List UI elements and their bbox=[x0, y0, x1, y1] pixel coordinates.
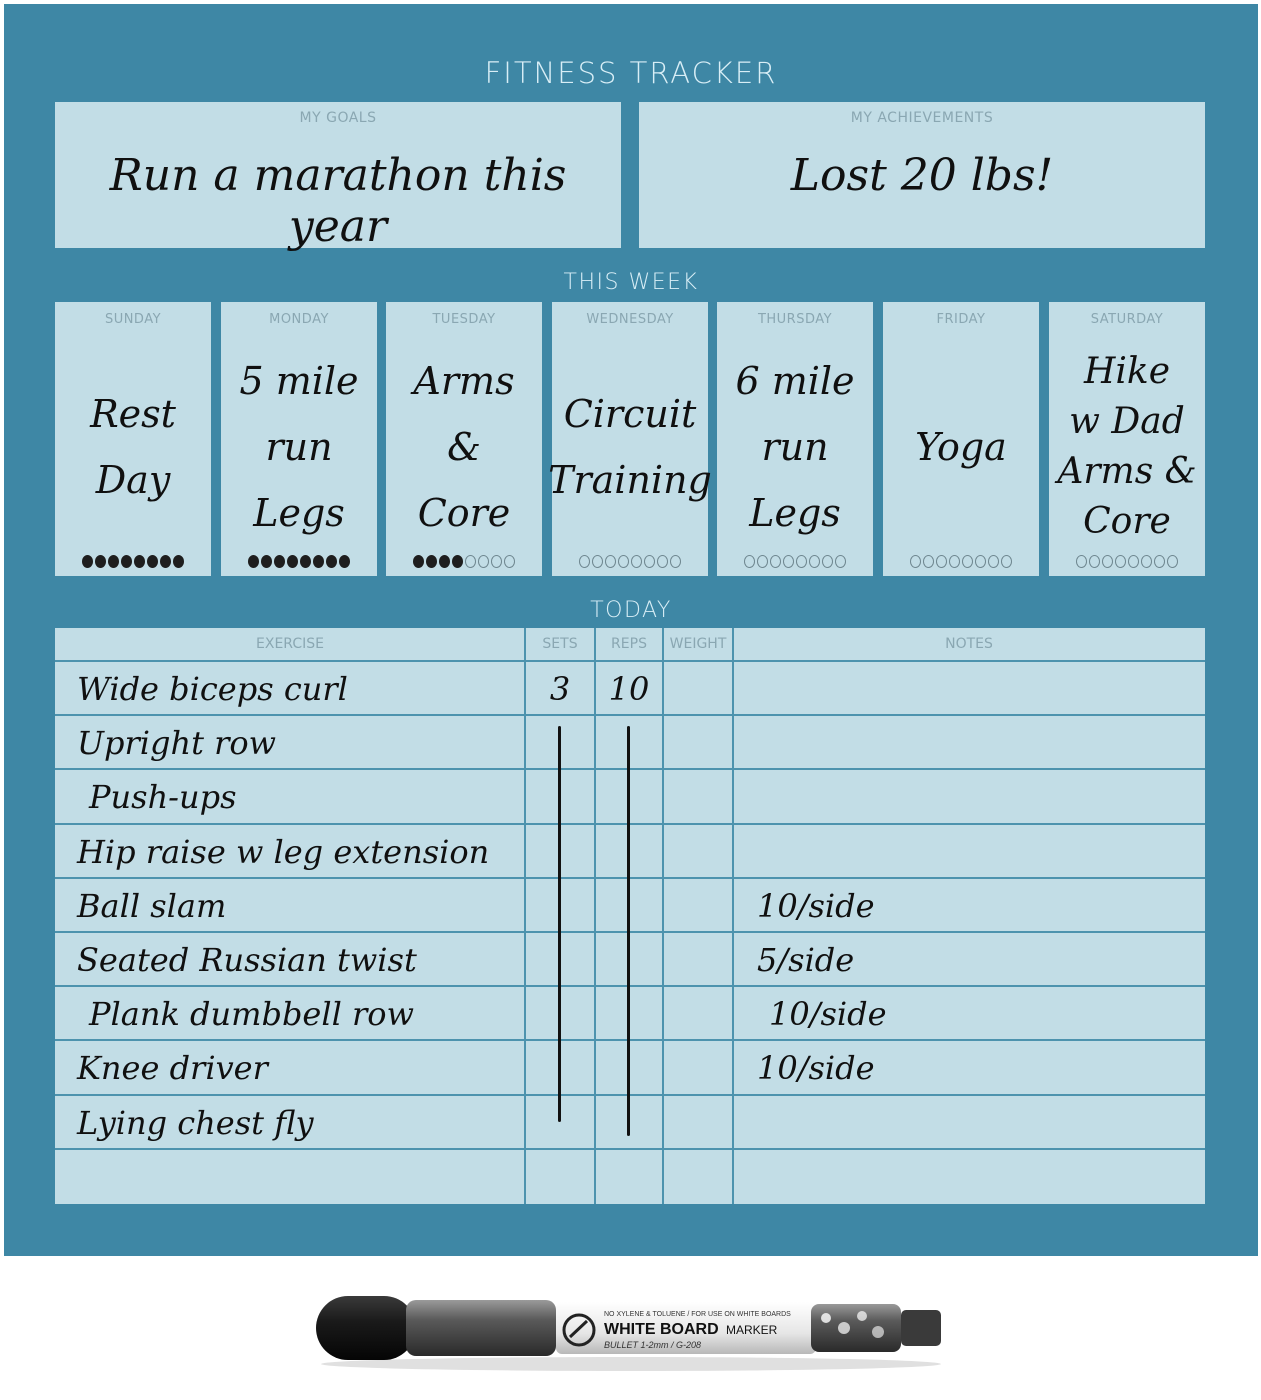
reps-cell[interactable] bbox=[596, 1150, 662, 1204]
day-card-monday[interactable] bbox=[221, 302, 377, 576]
water-drop-icon[interactable] bbox=[822, 555, 833, 568]
table-row[interactable] bbox=[55, 987, 1205, 1041]
marker-brand-suffix: MARKER bbox=[726, 1323, 778, 1337]
water-drop-icon[interactable] bbox=[160, 555, 171, 568]
water-drop-icon[interactable] bbox=[605, 555, 616, 568]
day-label: MONDAY bbox=[269, 312, 329, 327]
water-drop-icon[interactable] bbox=[1102, 555, 1113, 568]
water-drop-icon[interactable] bbox=[770, 555, 781, 568]
day-label: THURSDAY bbox=[757, 312, 833, 327]
water-drop-icon[interactable] bbox=[949, 555, 960, 568]
notes-cell[interactable] bbox=[757, 662, 1197, 716]
header-sets: SETS bbox=[542, 636, 578, 652]
exercise-cell[interactable] bbox=[77, 1150, 517, 1204]
water-drop-icon[interactable] bbox=[108, 555, 119, 568]
water-tracker bbox=[552, 555, 708, 568]
achievements-text: Lost 20 lbs! bbox=[790, 150, 1054, 201]
day-workout-text: Rest Day bbox=[90, 392, 176, 502]
water-drop-icon[interactable] bbox=[670, 555, 681, 568]
exercise-cell[interactable]: Wide biceps curl bbox=[77, 670, 348, 708]
water-drop-icon[interactable] bbox=[173, 555, 184, 568]
table-row[interactable] bbox=[55, 1096, 1205, 1150]
goals-text: Run a marathon this year bbox=[109, 150, 567, 252]
table-row[interactable] bbox=[55, 770, 1205, 824]
water-drop-icon[interactable] bbox=[1141, 555, 1152, 568]
day-card-sunday[interactable] bbox=[55, 302, 211, 576]
water-drop-icon[interactable] bbox=[261, 555, 272, 568]
achievements-label: MY ACHIEVEMENTS bbox=[850, 110, 994, 126]
day-label: WEDNESDAY bbox=[586, 312, 674, 327]
water-drop-icon[interactable] bbox=[1128, 555, 1139, 568]
water-drop-icon[interactable] bbox=[936, 555, 947, 568]
water-drop-icon[interactable] bbox=[147, 555, 158, 568]
water-drop-icon[interactable] bbox=[631, 555, 642, 568]
water-drop-icon[interactable] bbox=[988, 555, 999, 568]
water-drop-icon[interactable] bbox=[413, 555, 424, 568]
water-tracker bbox=[386, 555, 542, 568]
water-drop-icon[interactable] bbox=[796, 555, 807, 568]
goals-panel[interactable] bbox=[55, 102, 621, 252]
notes-cell[interactable] bbox=[757, 716, 1197, 770]
water-drop-icon[interactable] bbox=[579, 555, 590, 568]
water-drop-icon[interactable] bbox=[426, 555, 437, 568]
achievements-panel[interactable] bbox=[639, 102, 1205, 248]
water-drop-icon[interactable] bbox=[248, 555, 259, 568]
exercise-cell[interactable]: Upright row bbox=[77, 724, 277, 763]
exercise-cell[interactable]: Seated Russian twist bbox=[77, 941, 417, 979]
water-drop-icon[interactable] bbox=[1115, 555, 1126, 568]
notes-cell[interactable] bbox=[757, 825, 1197, 879]
day-workout-text: Circuit Training bbox=[548, 392, 712, 502]
sets-cell[interactable]: 3 bbox=[549, 670, 571, 708]
water-drop-icon[interactable] bbox=[339, 555, 350, 568]
marker-line1: NO XYLENE & TOLUENE / FOR USE ON WHITE BOARDS bbox=[604, 1311, 791, 1318]
exercise-cell[interactable]: Lying chest fly bbox=[77, 1103, 314, 1142]
water-drop-icon[interactable] bbox=[491, 555, 502, 568]
water-drop-icon[interactable] bbox=[465, 555, 476, 568]
exercise-cell[interactable]: Ball slam bbox=[77, 886, 227, 925]
day-workout-text: 5 mile run Legs bbox=[239, 359, 359, 535]
sets-ditto-line bbox=[558, 726, 561, 1122]
header-exercise: EXERCISE bbox=[256, 636, 324, 652]
notes-cell[interactable] bbox=[757, 1096, 1197, 1150]
day-card-saturday[interactable] bbox=[1049, 302, 1205, 576]
water-drop-icon[interactable] bbox=[757, 555, 768, 568]
water-drop-icon[interactable] bbox=[1089, 555, 1100, 568]
week-title: THIS WEEK bbox=[563, 270, 699, 295]
water-tracker bbox=[1049, 555, 1205, 568]
water-drop-icon[interactable] bbox=[975, 555, 986, 568]
marker-icon bbox=[306, 1284, 956, 1374]
reps-ditto-line bbox=[627, 726, 630, 1136]
table-row[interactable] bbox=[55, 825, 1205, 879]
exercise-table bbox=[55, 628, 1205, 1204]
water-drop-icon[interactable] bbox=[783, 555, 794, 568]
water-tracker bbox=[55, 555, 211, 568]
notes-cell[interactable]: 10/side bbox=[757, 1049, 875, 1088]
day-card-thursday[interactable] bbox=[717, 302, 873, 576]
water-drop-icon[interactable] bbox=[962, 555, 973, 568]
table-row[interactable] bbox=[55, 1041, 1205, 1095]
table-row[interactable] bbox=[55, 716, 1205, 770]
today-title: TODAY bbox=[590, 598, 672, 623]
water-drop-icon[interactable] bbox=[134, 555, 145, 568]
table-row[interactable] bbox=[55, 1150, 1205, 1204]
day-card-wednesday[interactable] bbox=[548, 302, 712, 576]
day-workout-text: Arms & Core bbox=[413, 359, 515, 535]
exercise-cell[interactable]: Knee driver bbox=[77, 1049, 268, 1088]
water-drop-icon[interactable] bbox=[1167, 555, 1178, 568]
exercise-cell[interactable]: Push-ups bbox=[89, 778, 237, 817]
marker-brand: WHITE BOARD bbox=[604, 1321, 719, 1338]
water-drop-icon[interactable] bbox=[657, 555, 668, 568]
table-row[interactable] bbox=[55, 933, 1205, 987]
water-tracker bbox=[221, 555, 377, 568]
water-tracker bbox=[717, 555, 873, 568]
water-drop-icon[interactable] bbox=[923, 555, 934, 568]
marker-line3: BULLET 1-2mm / G-208 bbox=[604, 1340, 702, 1350]
header-notes: NOTES bbox=[945, 636, 993, 652]
water-drop-icon[interactable] bbox=[744, 555, 755, 568]
exercise-cell[interactable]: Hip raise w leg extension bbox=[77, 832, 490, 871]
water-drop-icon[interactable] bbox=[1076, 555, 1087, 568]
day-label: FRIDAY bbox=[936, 312, 986, 327]
water-drop-icon[interactable] bbox=[478, 555, 489, 568]
whiteboard-marker[interactable] bbox=[306, 1284, 956, 1374]
water-drop-icon[interactable] bbox=[910, 555, 921, 568]
water-drop-icon[interactable] bbox=[452, 555, 463, 568]
day-label: TUESDAY bbox=[432, 312, 496, 327]
water-tracker bbox=[883, 555, 1039, 568]
notes-cell[interactable] bbox=[757, 770, 1197, 824]
day-card-tuesday[interactable] bbox=[386, 302, 542, 576]
water-drop-icon[interactable] bbox=[592, 555, 603, 568]
water-drop-icon[interactable] bbox=[809, 555, 820, 568]
header-reps: REPS bbox=[611, 636, 647, 652]
notes-cell[interactable] bbox=[757, 1150, 1197, 1204]
water-drop-icon[interactable] bbox=[274, 555, 285, 568]
water-drop-icon[interactable] bbox=[644, 555, 655, 568]
notes-cell[interactable]: 5/side bbox=[757, 941, 855, 979]
day-card-friday[interactable] bbox=[883, 302, 1039, 576]
day-label: SUNDAY bbox=[104, 312, 162, 327]
day-label: SATURDAY bbox=[1090, 312, 1164, 327]
notes-cell[interactable]: 10/side bbox=[769, 995, 887, 1034]
water-drop-icon[interactable] bbox=[95, 555, 106, 568]
day-workout-text: Yoga bbox=[915, 425, 1007, 469]
water-drop-icon[interactable] bbox=[618, 555, 629, 568]
day-workout-text: 6 mile run Legs bbox=[735, 359, 855, 535]
water-drop-icon[interactable] bbox=[1154, 555, 1165, 568]
table-row[interactable] bbox=[55, 662, 1205, 716]
water-drop-icon[interactable] bbox=[121, 555, 132, 568]
water-drop-icon[interactable] bbox=[504, 555, 515, 568]
water-drop-icon[interactable] bbox=[835, 555, 846, 568]
notes-cell[interactable]: 10/side bbox=[757, 886, 875, 925]
board-title: FITNESS TRACKER bbox=[484, 56, 778, 90]
water-drop-icon[interactable] bbox=[300, 555, 311, 568]
water-drop-icon[interactable] bbox=[1001, 555, 1012, 568]
whiteboard bbox=[4, 4, 1258, 1256]
header-weight: WEIGHT bbox=[669, 636, 727, 652]
water-drop-icon[interactable] bbox=[82, 555, 93, 568]
reps-cell[interactable]: 10 bbox=[608, 670, 650, 708]
table-row[interactable] bbox=[55, 879, 1205, 933]
water-drop-icon[interactable] bbox=[313, 555, 324, 568]
sets-cell[interactable] bbox=[527, 1150, 593, 1204]
water-drop-icon[interactable] bbox=[287, 555, 298, 568]
day-workout-text: Hike w Dad Arms & Core bbox=[1057, 351, 1197, 542]
water-drop-icon[interactable] bbox=[326, 555, 337, 568]
water-drop-icon[interactable] bbox=[439, 555, 450, 568]
exercise-cell[interactable]: Plank dumbbell row bbox=[89, 995, 414, 1034]
goals-label: MY GOALS bbox=[299, 110, 377, 126]
